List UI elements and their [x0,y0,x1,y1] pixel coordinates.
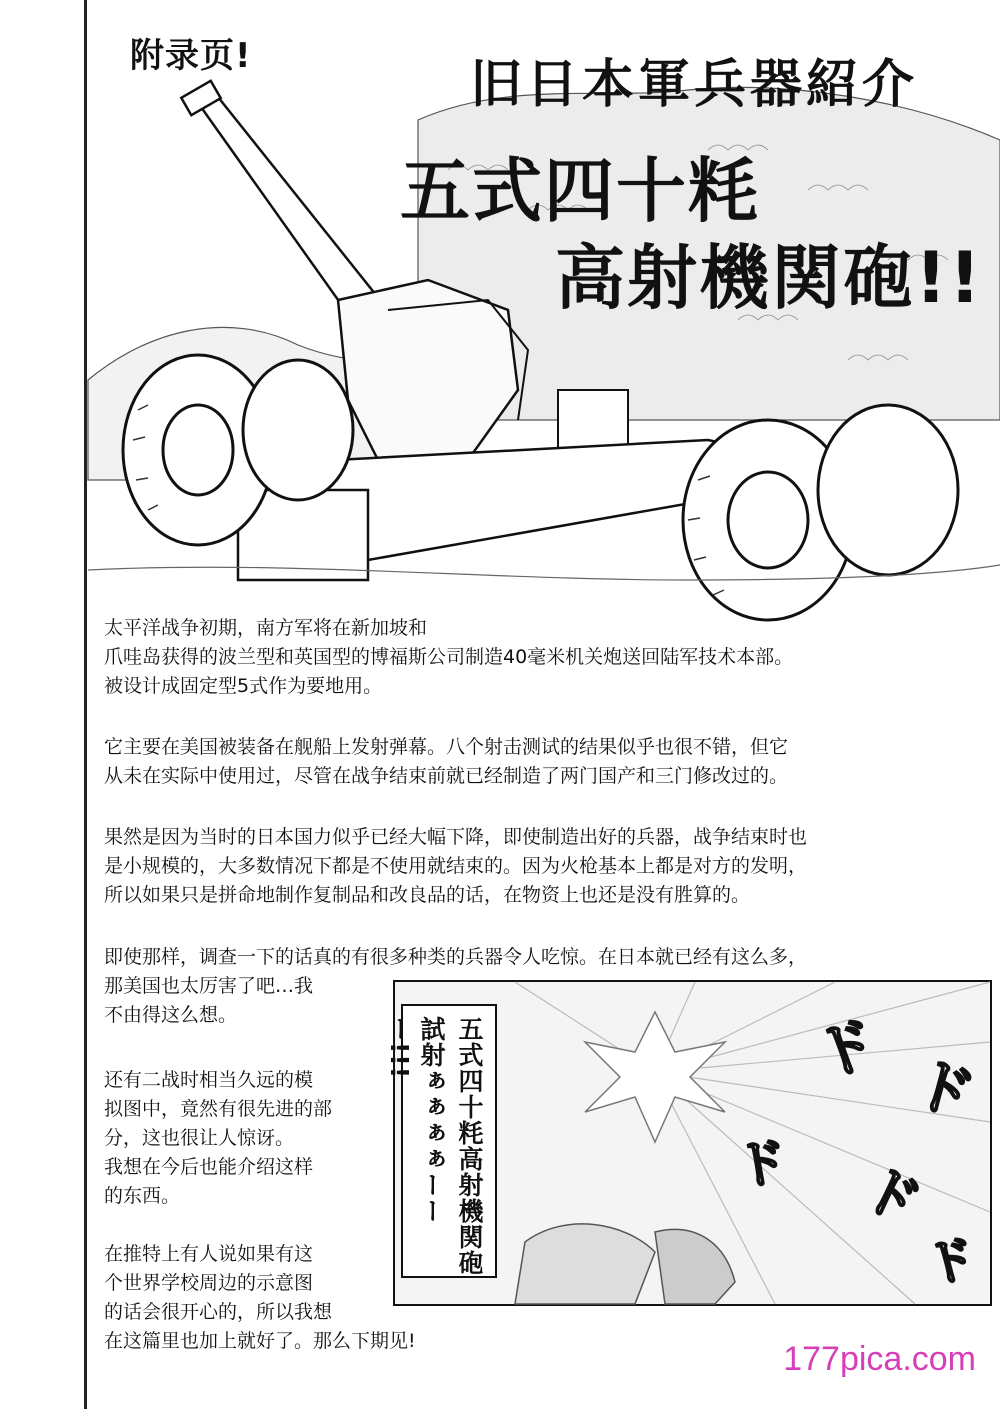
panel-caption-box [385,1004,497,1278]
text-line: 被设计成固定型5式作为要地用。 [104,675,383,697]
text-line: 分，这也很让人惊讶。 [104,1127,295,1149]
paragraph-5 [104,1066,332,1211]
page-margin-line [84,0,87,1409]
text-line: 我想在今后也能介绍这样 [104,1156,314,1178]
text-line: 在推特上有人说如果有这 [104,1243,314,1265]
text-line: 所以如果只是拼命地制作复制品和改良品的话，在物资上也还是没有胜算的。 [104,884,751,906]
weapon-name-line1: 五式四十粍 [400,150,760,232]
panel-caption-line2: 試射ぁぁぁぁーーー!!! [385,1016,446,1224]
text-line: 那美国也太厉害了吧…我 [104,975,314,997]
sfx-text: ド [919,1227,983,1297]
text-line: 拟图中，竟然有很先进的部 [104,1098,333,1120]
sfx-text: ド [731,1130,793,1199]
paragraph-1 [104,614,793,701]
text-line: 爪哇岛获得的波兰型和英国型的博福斯公司制造40毫米机关炮送回陆军技术本部。 [104,646,794,668]
paragraph-3 [104,823,807,910]
manga-panel [385,980,992,1306]
sfx-text: ド [905,1048,982,1132]
text-line: 是小规模的，大多数情况下都是不使用就结束的。因为火枪基本上都是对方的发明， [104,855,808,877]
paragraph-6 [104,1240,416,1356]
sfx-text: ド [851,1154,931,1238]
sfx-text: ド [806,1006,887,1093]
text-line: 果然是因为当时的日本国力似乎已经大幅下降，即使制造出好的兵器，战争结束时也 [104,826,808,848]
weapon-name-line2: 高射機関砲!! [555,237,983,319]
text-line: 在这篇里也加上就好了。那么下期见! [104,1330,416,1352]
text-line: 的话会很开心的，所以我想 [104,1301,333,1323]
panel-caption-line1: 五式四十粍高射機関砲 [455,1016,484,1276]
series-title: 旧日本軍兵器紹介 [470,55,919,115]
text-line: 太平洋战争初期，南方军将在新加坡和 [104,617,428,639]
text-line: 还有二战时相当久远的模 [104,1069,314,1091]
appendix-label: 附录页! [130,36,252,76]
text-line: 从未在实际中使用过，尽管在战争结束前就已经制造了两门国产和三门修改过的。 [104,765,789,787]
site-watermark: 177pica.com [783,1340,976,1378]
text-line: 即使那样，调查一下的话真的有很多种类的兵器令人吃惊。在日本就已经有这么多， [104,946,808,968]
text-line: 不由得这么想。 [104,1004,238,1026]
text-line: 个世界学校周边的示意图 [104,1272,314,1294]
text-line: 的东西。 [104,1185,181,1207]
text-line: 它主要在美国被装备在舰船上发射弹幕。八个射击测试的结果似乎也很不错，但它 [104,736,789,758]
paragraph-2 [104,733,788,791]
